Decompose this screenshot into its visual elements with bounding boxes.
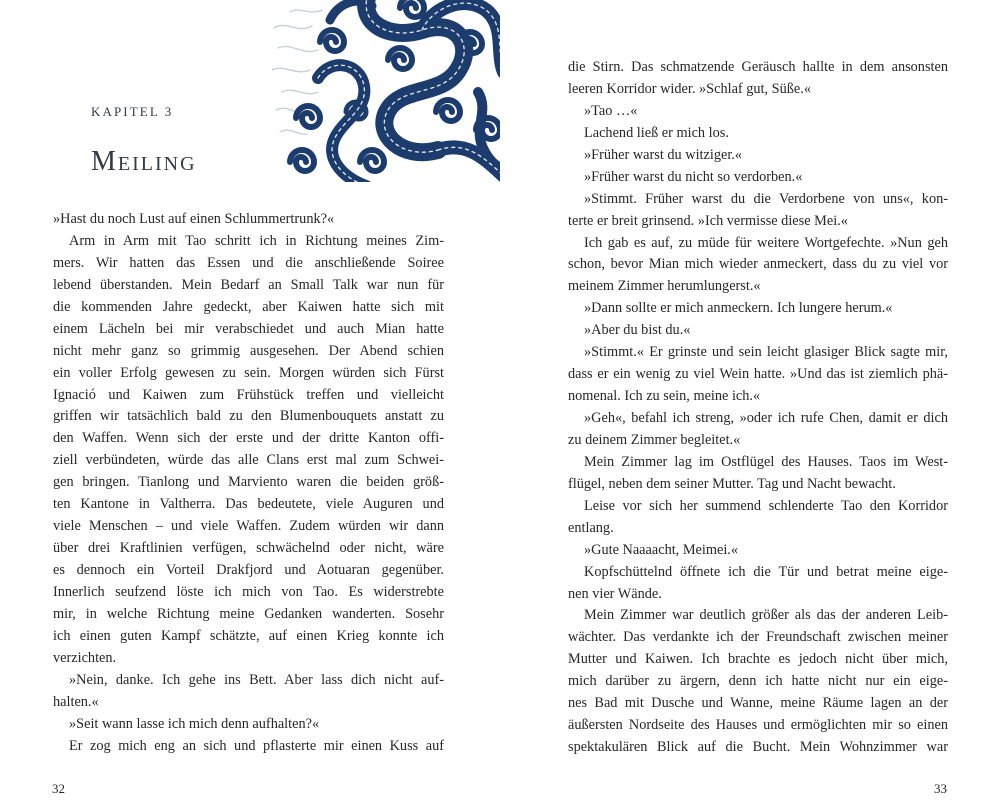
text-line: mers. Wir hatten das Essen und die anschließende Soiree bbox=[53, 254, 444, 271]
dragon-body bbox=[318, 0, 500, 182]
text-line: verzichten. bbox=[53, 649, 117, 666]
text-line: nicht mehr ganz so grimmig ausgesehen. Der Abend schien bbox=[53, 342, 444, 359]
text-line: ziell verbündeten, würde das alle Clans erst mal zum Schwei- bbox=[53, 452, 444, 469]
text-line: schon, bevor Mian mich wieder anmeckert, dass du zu viel vor bbox=[568, 256, 948, 273]
paragraph bbox=[568, 605, 948, 759]
page-number: 33 bbox=[934, 781, 947, 796]
text-line: ein voller Erfolg gewesen zu sein. Morgen würden sich Fürst bbox=[53, 364, 444, 381]
text-line: Ignació und Kaiwen zum Frühstück treffen und vielleicht bbox=[53, 386, 444, 403]
text-line: Lachend ließ er mich los. bbox=[584, 124, 729, 141]
text-line: äußersten Nordseite des Hauses und ermöglichten mir so einen bbox=[568, 717, 948, 734]
text-line: die kommenden Jahre gedeckt, aber Kaiwen hatte sich mit bbox=[53, 298, 444, 315]
text-line: »Geh«, befahl ich streng, »oder ich rufe Chen, damit er dich bbox=[584, 410, 948, 426]
text-line: meinem Zimmer herumlungerst.« bbox=[568, 278, 761, 295]
right-page bbox=[500, 0, 1000, 800]
paragraph bbox=[568, 57, 948, 101]
text-line: Ich gab es auf, zu müde für weitere Wortgefechte. »Nun geh bbox=[584, 234, 948, 251]
paragraph bbox=[568, 123, 948, 145]
paragraph bbox=[568, 408, 948, 452]
text-line: den Waffen. Wenn sich der erste und der dritte Kanton offi- bbox=[53, 430, 444, 447]
text-line: »Dann sollte er mich anmeckern. Ich lungere herum.« bbox=[584, 300, 893, 317]
text-line: Innerlich seufzend löste ich mich von Tao. Es widerstrebte bbox=[53, 583, 444, 600]
text-line: lebend überstanden. Mein Bedarf an Small Talk war nun für bbox=[53, 276, 444, 293]
text-line: halten.« bbox=[53, 693, 99, 710]
text-line: »Stimmt. Früher warst du die Verdorbene von uns«, kon- bbox=[584, 190, 948, 207]
paragraph bbox=[568, 452, 948, 496]
text-line: nen vier Wände. bbox=[568, 585, 662, 602]
paragraph bbox=[568, 298, 948, 320]
body-text bbox=[53, 209, 444, 757]
paragraph bbox=[568, 101, 948, 123]
paragraph bbox=[568, 540, 948, 562]
paragraph bbox=[568, 342, 948, 408]
text-line: ten Kantone in Valtherra. Das bedeutete, viele Auguren und bbox=[53, 496, 444, 513]
paragraph bbox=[568, 167, 948, 189]
paragraph bbox=[53, 736, 444, 758]
text-line: Kopfschüttelnd öffnete ich die Tür und betrat meine eige- bbox=[584, 563, 948, 580]
text-line: »Aber du bist du.« bbox=[584, 322, 691, 339]
text-line: »Stimmt.« Er grinste und sein leicht glasiger Blick sagte mir, bbox=[584, 344, 948, 361]
paragraph bbox=[568, 189, 948, 233]
chapter-title: Meiling bbox=[91, 146, 197, 177]
text-line: über drei Kraftlinien verfügen, schwächelnd oder nicht, wäre bbox=[53, 540, 444, 557]
text-line: Mutter und Kaiwen. Ich brachte es jedoch nicht über mich, bbox=[568, 651, 948, 668]
text-line: gen bringen. Tianlong und Marviento waren die beiden größ- bbox=[53, 474, 444, 491]
text-line: terte er breit grinsend. »Ich vermisse diese Mei.« bbox=[568, 212, 848, 229]
text-line: »Gute Naaaacht, Meimei.« bbox=[584, 541, 739, 558]
dragon-cloud-ornament bbox=[272, 0, 500, 182]
text-line: zu deinem Zimmer begleitet.« bbox=[568, 431, 741, 448]
paragraph bbox=[53, 209, 444, 231]
text-line: Er zog mich eng an sich und pflasterte mir einen Kuss auf bbox=[69, 737, 444, 754]
text-line: »Hast du noch Lust auf einen Schlummertrunk?« bbox=[53, 211, 335, 227]
text-line: es dennoch ein Vorteil Drakfjord und Aotuaran gegenüber. bbox=[53, 562, 444, 578]
text-line: entlang. bbox=[568, 519, 614, 536]
chapter-label: KAPITEL 3 bbox=[91, 104, 174, 119]
text-line: spektakulären Blick auf die Bucht. Mein Wohnzimmer war bbox=[568, 739, 948, 756]
paragraph bbox=[568, 562, 948, 606]
page-number: 32 bbox=[52, 781, 65, 796]
text-line: Mein Zimmer lag im Ostflügel des Hauses. Taos im West- bbox=[584, 453, 948, 470]
text-line: Mein Zimmer war deutlich größer als das der anderen Leib- bbox=[584, 607, 948, 624]
body-text bbox=[568, 57, 948, 759]
text-line: nomenal. Ich zu sein, meine ich.« bbox=[568, 388, 761, 405]
text-line: mich darüber zu ärgern, denn ich hatte nicht nur ein eige- bbox=[568, 673, 948, 690]
text-line: einem Lächeln bei mir verabschiedet und auch Mian hatte bbox=[53, 320, 444, 337]
text-line: »Früher warst du witziger.« bbox=[584, 146, 743, 163]
text-line: griffen wir tatsächlich bald zu den Blumenbouquets anstatt zu bbox=[53, 408, 444, 425]
text-line: wächter. Das verdankte ich der Freundschaft zwischen meiner bbox=[568, 629, 948, 646]
paragraph bbox=[568, 496, 948, 540]
text-line: ich einen guten Kampf schätzte, auf einen Krieg konnte ich bbox=[53, 627, 444, 644]
paragraph bbox=[53, 714, 444, 736]
paragraph bbox=[568, 320, 948, 342]
text-line: Leise vor sich her summend schlenderte Tao den Korridor bbox=[584, 497, 948, 514]
text-line: leeren Korridor wider. »Schlaf gut, Süße.« bbox=[568, 80, 811, 97]
paragraph bbox=[53, 231, 444, 670]
paragraph bbox=[53, 670, 444, 714]
text-line: »Früher warst du nicht so verdorben.« bbox=[584, 168, 803, 185]
text-line: nes Bad mit Dusche und Wanne, meine Räume lagen an der bbox=[568, 695, 948, 712]
text-line: »Nein, danke. Ich gehe ins Bett. Aber lass dich nicht auf- bbox=[69, 671, 444, 688]
text-line: dass er ein wenig zu viel Wein hatte. »Und das ist ziemlich phä- bbox=[568, 366, 948, 383]
text-line: mir, in welche Richtung meine Gedanken wanderten. Sosehr bbox=[53, 605, 444, 622]
paragraph bbox=[568, 145, 948, 167]
text-line: die Stirn. Das schmatzende Geräusch hallte in dem ansonsten bbox=[568, 59, 948, 75]
text-line: viele Menschen – und viele Waffen. Zudem würden wir dann bbox=[53, 518, 444, 535]
text-line: flügel, neben dem seiner Mutter. Tag und Nacht bewacht. bbox=[568, 475, 896, 492]
text-line: »Tao …« bbox=[584, 102, 638, 119]
text-line: Arm in Arm mit Tao schritt ich in Richtung meines Zim- bbox=[69, 232, 444, 249]
text-line: »Seit wann lasse ich mich denn aufhalten?« bbox=[69, 715, 320, 732]
paragraph bbox=[568, 233, 948, 299]
